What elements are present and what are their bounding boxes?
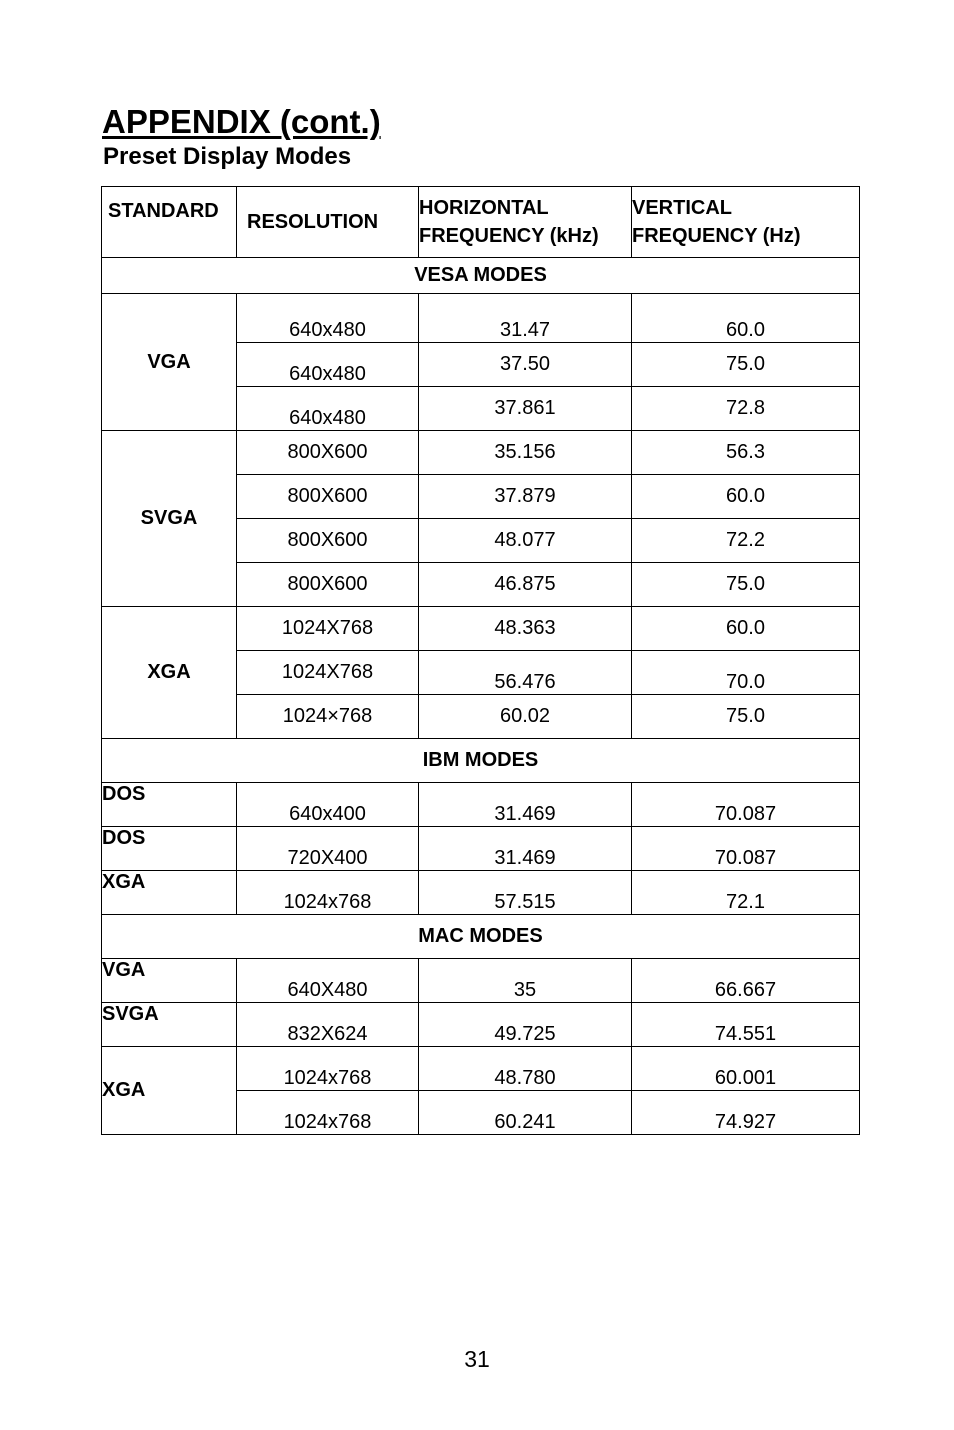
horizontal-cell: 46.875 <box>419 563 632 607</box>
vertical-cell: 70.087 <box>632 783 860 827</box>
resolution-cell: 1024X768 <box>237 651 419 695</box>
header-standard: STANDARD <box>102 187 237 258</box>
resolution-cell: 1024x768 <box>237 1091 419 1135</box>
resolution-cell: 1024x768 <box>237 1047 419 1091</box>
section-row-ibm <box>102 739 860 783</box>
vertical-cell: 66.667 <box>632 959 860 1003</box>
standard-cell: SVGA <box>102 431 237 607</box>
horizontal-cell: 37.879 <box>419 475 632 519</box>
horizontal-cell: 37.50 <box>419 343 632 387</box>
standard-cell: XGA <box>102 1047 237 1135</box>
section-row-mac <box>102 915 860 959</box>
resolution-cell: 640x400 <box>237 783 419 827</box>
page-number: 31 <box>464 1346 490 1372</box>
header-horizontal-frequency: HORIZONTAL FREQUENCY (kHz) <box>419 187 632 258</box>
horizontal-cell: 60.241 <box>419 1091 632 1135</box>
horizontal-cell: 48.780 <box>419 1047 632 1091</box>
resolution-cell: 640x480 <box>237 294 419 343</box>
resolution-cell: 720X400 <box>237 827 419 871</box>
standard-cell: VGA <box>102 959 237 1003</box>
table-row <box>102 783 860 827</box>
page-title: APPENDIX (cont.) <box>102 103 381 140</box>
section-label: VESA MODES <box>102 258 860 294</box>
vertical-cell: 74.551 <box>632 1003 860 1047</box>
table-row <box>102 607 860 651</box>
standard-cell: XGA <box>102 871 237 915</box>
resolution-cell: 1024X768 <box>237 607 419 651</box>
table-row <box>102 959 860 1003</box>
vertical-cell: 72.8 <box>632 387 860 431</box>
standard-cell: DOS <box>102 827 237 871</box>
horizontal-cell: 49.725 <box>419 1003 632 1047</box>
horizontal-cell: 37.861 <box>419 387 632 431</box>
table-row <box>102 431 860 475</box>
vertical-cell: 60.001 <box>632 1047 860 1091</box>
preset-display-modes-table <box>101 186 860 1135</box>
vertical-cell: 56.3 <box>632 431 860 475</box>
standard-cell: DOS <box>102 783 237 827</box>
vertical-cell: 75.0 <box>632 695 860 739</box>
table-row <box>102 827 860 871</box>
resolution-cell: 832X624 <box>237 1003 419 1047</box>
resolution-cell: 800X600 <box>237 431 419 475</box>
vertical-cell: 72.2 <box>632 519 860 563</box>
resolution-cell: 640x480 <box>237 387 419 431</box>
horizontal-cell: 31.469 <box>419 827 632 871</box>
standard-cell: SVGA <box>102 1003 237 1047</box>
table-row <box>102 1003 860 1047</box>
resolution-cell: 640x480 <box>237 343 419 387</box>
vertical-cell: 60.0 <box>632 294 860 343</box>
resolution-cell: 800X600 <box>237 519 419 563</box>
section-label: IBM MODES <box>102 739 860 783</box>
horizontal-cell: 31.47 <box>419 294 632 343</box>
horizontal-cell: 35.156 <box>419 431 632 475</box>
horizontal-cell: 48.363 <box>419 607 632 651</box>
table-row <box>102 871 860 915</box>
header-resolution: RESOLUTION <box>237 187 419 258</box>
horizontal-cell: 35 <box>419 959 632 1003</box>
standard-cell: VGA <box>102 294 237 431</box>
standard-cell: XGA <box>102 607 237 739</box>
resolution-cell: 640X480 <box>237 959 419 1003</box>
vertical-cell: 75.0 <box>632 343 860 387</box>
vertical-cell: 60.0 <box>632 607 860 651</box>
vertical-cell: 70.0 <box>632 651 860 695</box>
section-subtitle: Preset Display Modes <box>103 143 352 170</box>
vertical-cell: 75.0 <box>632 563 860 607</box>
resolution-cell: 1024×768 <box>237 695 419 739</box>
resolution-cell: 1024x768 <box>237 871 419 915</box>
section-row-vesa <box>102 258 860 294</box>
section-label: MAC MODES <box>102 915 860 959</box>
table-row <box>102 294 860 343</box>
vertical-cell: 74.927 <box>632 1091 860 1135</box>
resolution-cell: 800X600 <box>237 475 419 519</box>
vertical-cell: 72.1 <box>632 871 860 915</box>
horizontal-cell: 57.515 <box>419 871 632 915</box>
table-header-row <box>102 187 860 258</box>
header-vertical-frequency: VERTICAL FREQUENCY (Hz) <box>632 187 860 258</box>
vertical-cell: 60.0 <box>632 475 860 519</box>
horizontal-cell: 60.02 <box>419 695 632 739</box>
horizontal-cell: 48.077 <box>419 519 632 563</box>
vertical-cell: 70.087 <box>632 827 860 871</box>
resolution-cell: 800X600 <box>237 563 419 607</box>
table-row <box>102 1047 860 1091</box>
horizontal-cell: 31.469 <box>419 783 632 827</box>
horizontal-cell: 56.476 <box>419 651 632 695</box>
